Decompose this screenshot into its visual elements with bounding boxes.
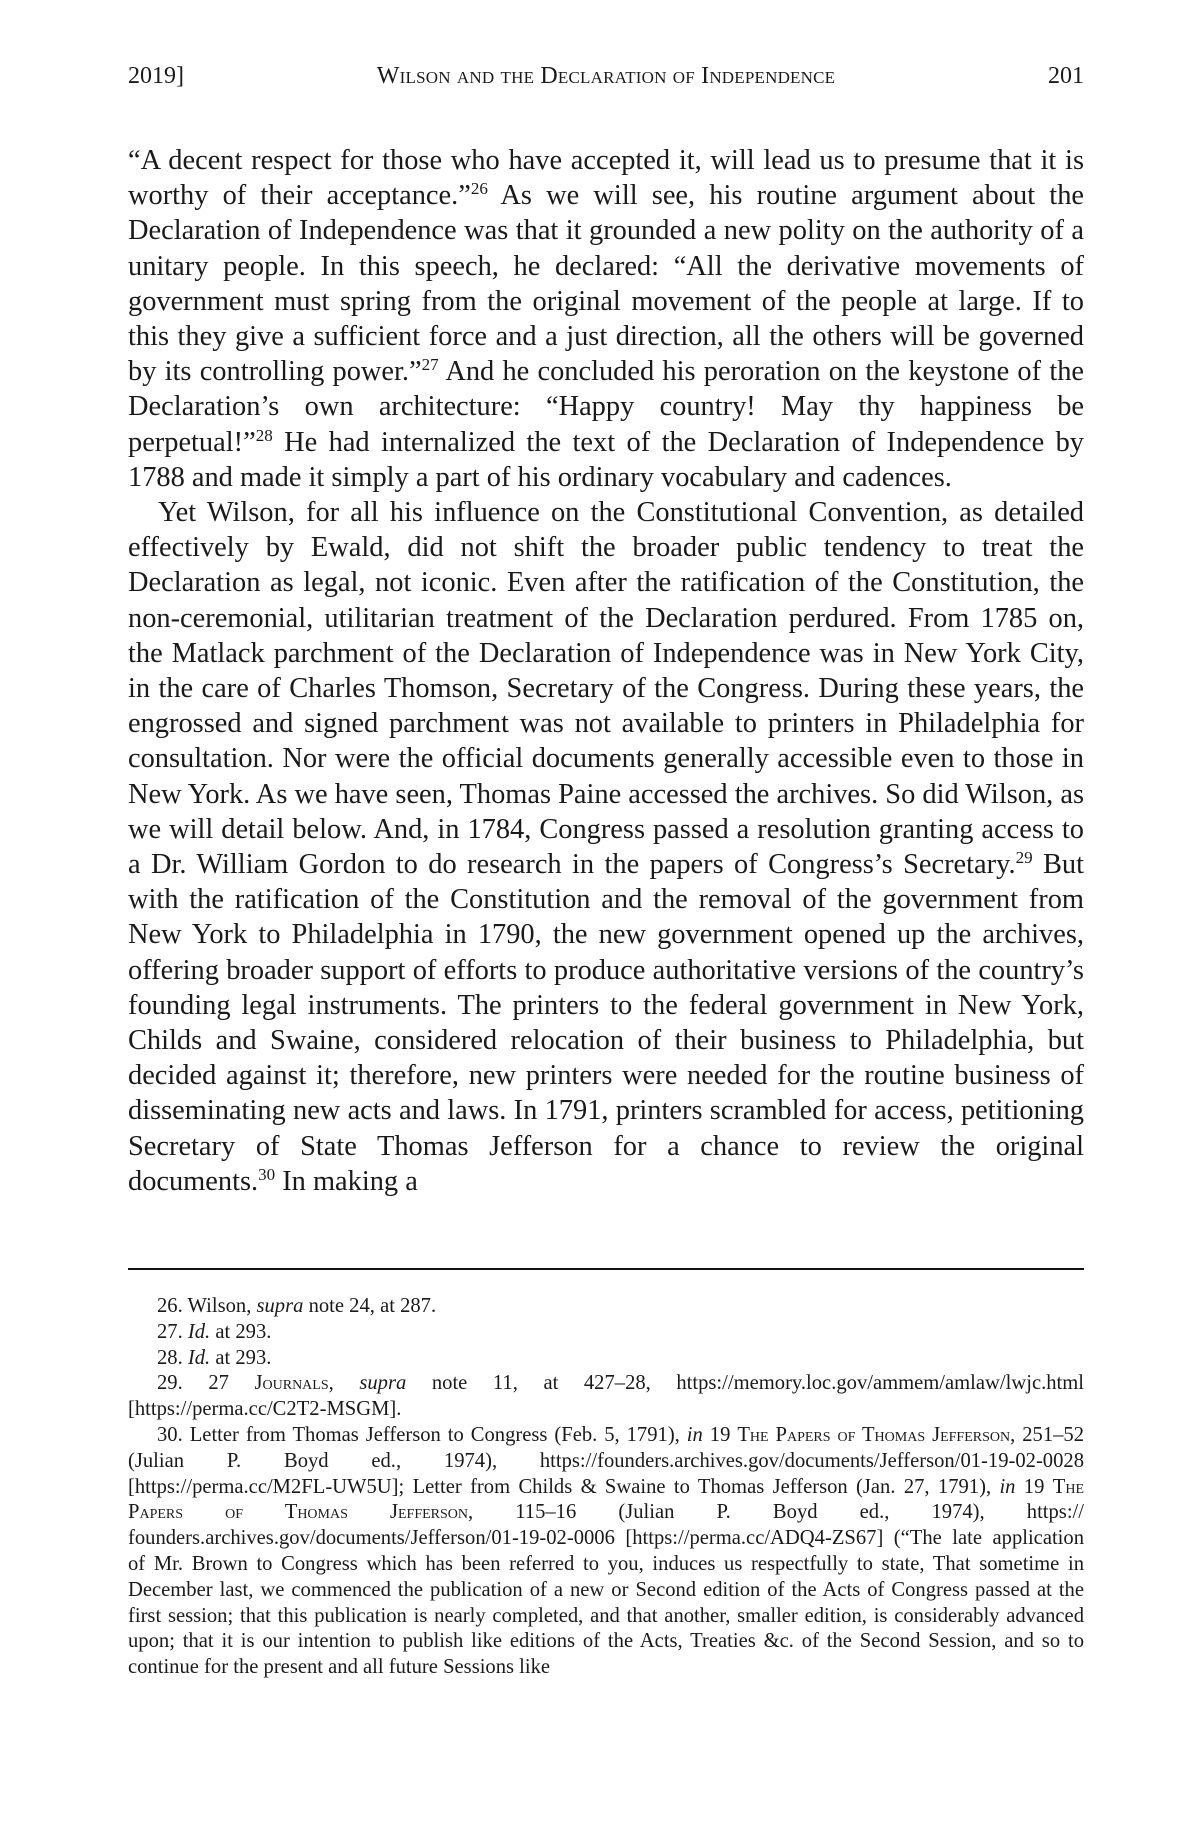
footnote-30 [128, 1423, 1084, 1681]
body-text [128, 143, 1084, 1199]
footnote-26 [128, 1294, 1084, 1320]
text-run: 19 [702, 1423, 738, 1446]
text-run: Yet Wilson, for all his influence on the Constitutional Convention, as detailed effectively by Ewald, did not shift the broader public tendency to treat the Declaration as legal, not iconic. Even after the ratification of the Constitution, the non-ceremonial, utilitarian treatment of the Declaration perdured. From 1785 on, the Matlack parchment of the Declaration of Independence was in New York City, in the care of Charles Thomson, Secretary of the Congress. During these years, the engrossed and signed parchment was not available to printers in Philadelphia for consultation. Nor were the official documents generally accessible even to those in New York. As we have seen, Thomas Paine accessed the archives. So did Wilson, as we will detail below. And, in 1784, Congress passed a resolution granting access to a Dr. William Gordon to do research in the papers of Congress’s Secretary. [128, 497, 1084, 881]
paragraph-1 [128, 143, 1084, 495]
italic-run: in [999, 1475, 1016, 1498]
small-caps-run: The Papers of Thomas Jefferson [128, 1475, 1084, 1524]
text-run: at 293. [210, 1320, 272, 1343]
text-run: note 11, at 427–28, https://memory.loc.gov/ammem/amlaw/lwjc.html [https://perma.cc/C2T2-MSGM]. [128, 1372, 1084, 1421]
italic-run: in [686, 1423, 703, 1446]
text-run: And he concluded his peroration on the keystone of the Declaration’s own architecture: “Happy country! May thy happiness be perpetual!” [128, 356, 1085, 458]
italic-run: supra [256, 1295, 304, 1317]
footnote-number: 26. [157, 1295, 183, 1317]
footnote-number: 29. [157, 1372, 183, 1395]
italic-run: supra [359, 1372, 407, 1395]
footnote-28 [128, 1346, 1084, 1372]
small-caps-run: The Papers of Thomas Jefferson [737, 1423, 1011, 1446]
text-run: Letter from Thomas Jefferson to Congress (Feb. 5, 1791), [189, 1423, 687, 1446]
text-run: Wilson, [187, 1295, 257, 1317]
footnote-ref-30[interactable]: 30 [258, 1164, 276, 1184]
text-run: In making a [275, 1165, 418, 1197]
footnote-separator [128, 1268, 1084, 1270]
text-run: He had internalized the text of the Declaration of Independence by 1788 and made it simply a part of his ordinary vocabulary and cadences. [128, 426, 1084, 493]
footnote-ref-29[interactable]: 29 [1015, 847, 1033, 867]
running-header [128, 56, 1084, 96]
footnote-29 [128, 1371, 1084, 1423]
header-year: 2019] [128, 63, 184, 89]
footnote-number: 27. [157, 1320, 183, 1343]
text-run: at 293. [210, 1346, 272, 1369]
footnote-ref-28[interactable]: 28 [255, 425, 273, 445]
paragraph-2 [128, 495, 1084, 1199]
italic-run: Id. [187, 1346, 211, 1369]
text-run: 27 [208, 1372, 255, 1395]
footnotes [128, 1294, 1084, 1681]
text-run: “A decent respect for those who have accepted it, will lead us to presume that it is worthy of their acceptance.” [128, 145, 1084, 212]
footnote-ref-26[interactable]: 26 [470, 178, 488, 198]
running-title: Wilson and the Declaration of Independence [376, 63, 836, 89]
text-run: As we will see, his routine argument about the Declaration of Independence was that it grounded a new polity on the authority of a unitary people. In this speech, he declared: “All the derivative movements of government must spring from the original movement of the people at large. If to this they give a sufficient force and a just direction, all the others will be governed by its controlling power.” [128, 180, 1084, 388]
footnote-number: 30. [157, 1423, 183, 1446]
text-run: , 115–16 (Julian P. Boyd ed., 1974), https:// founders.archives.gov/documents/Jefferson/01-19-02-0006 [https://perma.cc/ADQ4-ZS67] (“The late application of Mr. Brown to Congress which has been referred to you, induces us respectfully to state, That sometime in December last, we commenced the publication of a new or Second edition of the Acts of Congress passed at the first session; that this publication is nearly completed, and that another, smaller edition, is considerably advanced upon; that it is our intention to publish like editions of the Acts, Treaties &c. of the Second Session, and so to continue for the present and all future Sessions like [128, 1501, 1084, 1679]
text-run: 19 [1015, 1475, 1053, 1498]
footnote-ref-27[interactable]: 27 [421, 355, 439, 374]
text-run: note 24, at 287. [303, 1295, 437, 1317]
page-number: 201 [1048, 63, 1084, 89]
footnote-number: 28. [157, 1346, 183, 1369]
text-run: But with the ratification of the Constitution and the removal of the government from New York to Philadelphia in 1790, the new government opened up the archives, offering broader support of efforts to produce authoritative versions of the country’s founding legal instruments. The printers to the federal government in New York, Childs and Swaine, considered relocation of their business to Philadelphia, but decided against it; therefore, new printers were needed for the routine business of disseminating new acts and laws. In 1791, printers scrambled for access, petitioning Secretary of State Thomas Jefferson for a chance to review the original documents. [128, 849, 1084, 1197]
text-run: , [328, 1372, 360, 1395]
footnote-27 [128, 1320, 1084, 1346]
text-run: , 251–52 (Julian P. Boyd ed., 1974), https://founders.archives.gov/documents/Jefferson/01-19-02-0028 [https://perma.cc/M2FL-UW5U]; Letter from Childs & Swaine to Thomas Jefferson (Jan. 27, 1791), [128, 1423, 1085, 1498]
small-caps-run: Journals [254, 1372, 329, 1395]
italic-run: Id. [187, 1320, 211, 1343]
